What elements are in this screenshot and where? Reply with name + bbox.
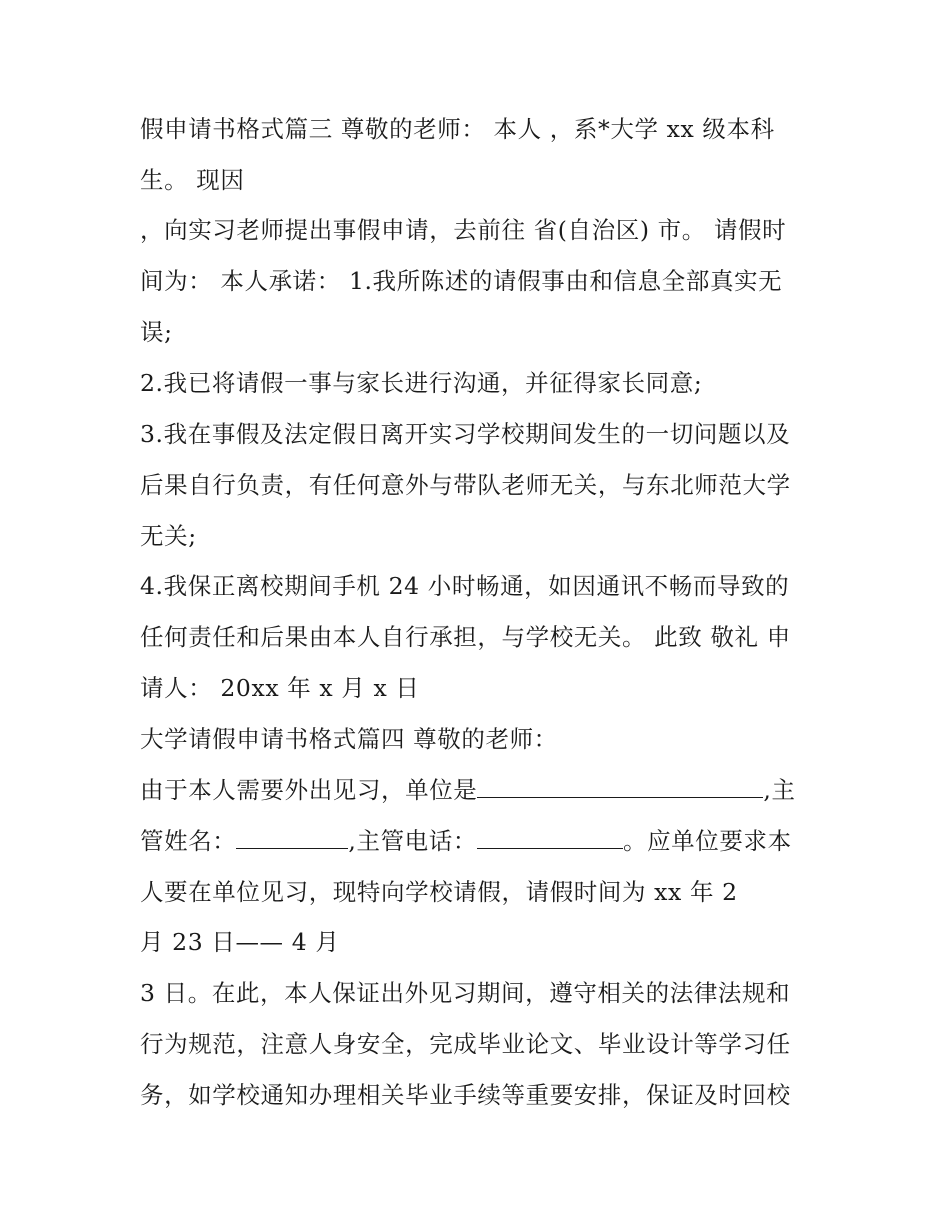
line-text: 4.我保正离校期间手机 24 小时畅通，如因通讯不畅而导致的 [140, 572, 790, 600]
text-line [140, 672, 820, 704]
line-text: 行为规范，注意人身安全，完成毕业论文、毕业设计等学习任 [140, 1030, 791, 1058]
text-line [140, 265, 820, 297]
text-line [140, 367, 820, 399]
text-line [140, 621, 820, 653]
line-text: 请人： 20xx 年 x 月 x 日 [140, 674, 420, 702]
text-line [140, 520, 820, 552]
text-line [140, 113, 820, 145]
text-line [140, 1079, 820, 1111]
text-line [140, 926, 820, 958]
text-line [140, 418, 820, 450]
supervisor-name-label: 管姓名： [140, 827, 237, 855]
text-line [140, 977, 820, 1009]
line-text: 3.我在事假及法定假日离开实习学校期间发生的一切问题以及 [140, 420, 791, 448]
text-line [140, 164, 820, 196]
line-text: 务，如学校通知办理相关毕业手续等重要安排，保证及时回校 [140, 1081, 791, 1109]
supervisor-phone-blank [477, 826, 623, 849]
line-text: 间为： 本人承诺： 1.我所陈述的请假事由和信息全部真实无 [140, 267, 783, 295]
supervisor-name-blank [236, 826, 348, 849]
text-line [140, 214, 820, 246]
text-line [140, 469, 820, 501]
supervisor-line [140, 825, 820, 857]
supervisor-phone-label: ,主管电话： [348, 827, 477, 855]
line-text: 后果自行负责，有任何意外与带队老师无关，与东北师范大学 [140, 471, 791, 499]
line-text: 误; [140, 318, 173, 346]
line-text: 3 日。在此，本人保证出外见习期间，遵守相关的法律法规和 [140, 979, 791, 1007]
line-text: 生。 现因 [140, 166, 245, 194]
line-text: 人要在单位见习，现特向学校请假，请假时间为 xx 年 2 [140, 878, 738, 906]
text-line [140, 570, 820, 602]
supervisor-after-text: 。应单位要求本 [622, 827, 792, 855]
text-line [140, 876, 820, 908]
line-text: 2.我已将请假一事与家长进行沟通，并征得家长同意; [140, 369, 703, 397]
line-text: 任何责任和后果由本人自行承担，与学校无关。 此致 敬礼 申 [140, 623, 791, 651]
unit-label: 由于本人需要外出见习，单位是 [140, 776, 478, 804]
line-text: 月 23 日—— 4 月 [140, 928, 340, 956]
text-line [140, 1028, 820, 1060]
line-text: 无关; [140, 522, 197, 550]
line-text: 假申请书格式篇三 尊敬的老师： 本人 ，系*大学 xx 级本科 [140, 115, 775, 143]
line-text: ，向实习老师提出事假申请，去前往 省(自治区) 市。 请假时 [140, 216, 787, 244]
line-text: 大学请假申请书格式篇四 尊敬的老师： [140, 725, 558, 753]
unit-blank [477, 775, 763, 798]
unit-line [140, 774, 820, 806]
text-line [140, 316, 820, 348]
unit-after-text: ,主 [763, 776, 796, 804]
section-heading [140, 723, 820, 755]
